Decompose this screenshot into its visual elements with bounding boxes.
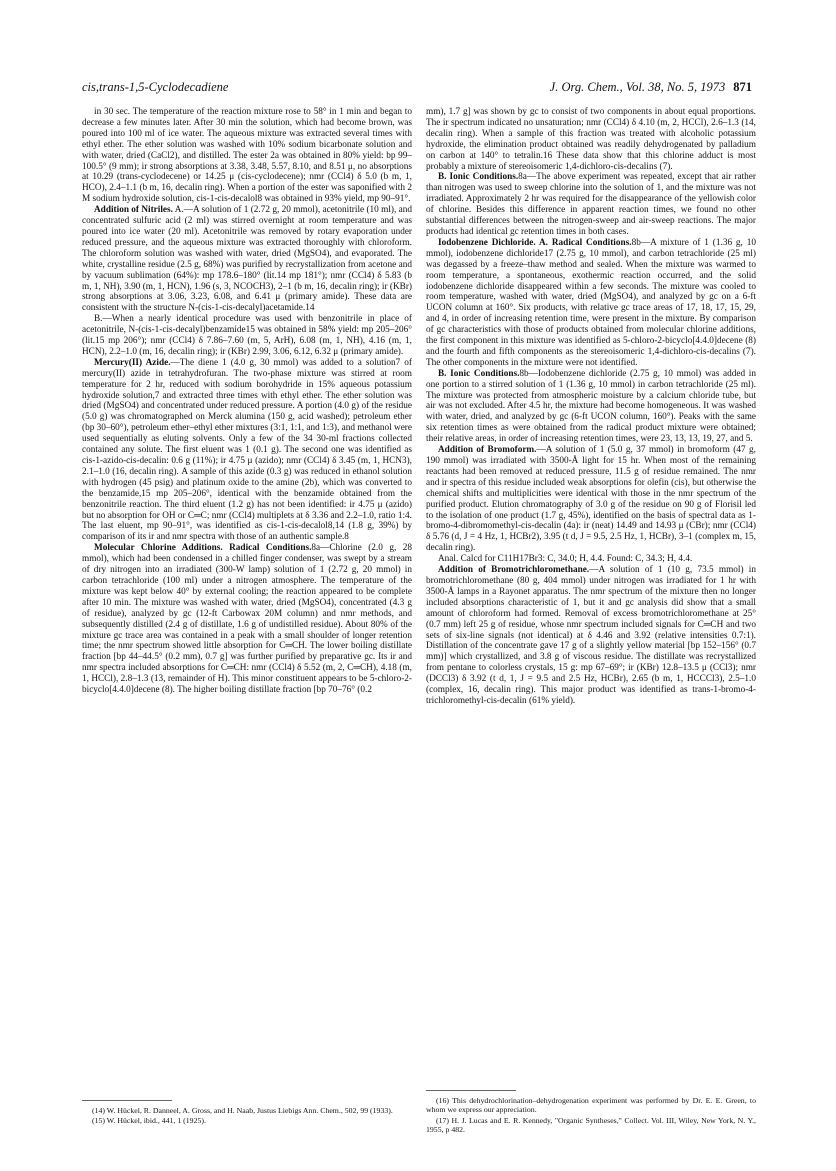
paragraph bbox=[426, 565, 756, 707]
paragraph-text: 8a—Chlorine (2.0 g, 28 mmol), which had been condensed in a chilled finger condenser, was swept by a stream of dry nitrogen into an irradiated (300-W lamp) solution of 1 (2.72 g, 20 mmol) in carbon tetrachloride (100 ml) under a nitrogen atmosphere. The temperature of the mixture was kept below 40° by external cooling; the reaction appeared to be complete after 10 min. The mixture was washed with water, dried (MgSO4), concentrated (4.3 g of residue), analyzed by gc (12-ft Carbowax 20M column) and nmr methods, and subsequently distilled (2.4 g of distillate, 1.6 g of undistilled residue). About 80% of the mixture gc trace area was contained in a peak with a small shoulder of longer retention time; the nmr spectrum showed little absorption for C═CH. The lower boiling distillate fraction [bp 44–44.5° (0.2 mm), 0.7 g] was further purified by preparative gc. Its ir and nmr spectra included absorptions for C═CH: nmr (CCl4) δ 5.52 (m, 2, C═CH), 4.18 (m, 1, HCCl), 2.8–1.3 (13, remainder of H). This minor constituent appears to be 5-chloro-2-bicyclo[4.4.0]decene (8). The higher boiling distillate fraction [bp 70–76° (0.2 bbox=[82, 543, 412, 696]
journal-citation bbox=[550, 80, 752, 95]
paragraph-text: Anal. Calcd for C11H17Br3: C, 34.0; H, 4.4. Found: C, 34.3; H, 4.4. bbox=[438, 554, 693, 565]
footnotes-right bbox=[426, 1096, 756, 1136]
page-number: 871 bbox=[733, 80, 752, 94]
paragraph-text: mm), 1.7 g] was shown by gc to consist of two components in about equal proportions. The ir spectrum indicated no unsaturation; nmr (CCl4) δ 4.10 (m, 2, HCCl), 2.6–1.3 (14, decalin ring). When a sample of this fraction was treated with alcoholic potassium hydroxide, the elimination product obtained was readily dehydrogenated by palladium on carbon at 140° to tetralin.16 These data show that this chlorine adduct is most probably a mixture of stereoisomeric 1,4-dichloro-cis-decalins (7). bbox=[426, 107, 756, 172]
paragraph bbox=[82, 205, 412, 314]
page-header bbox=[82, 80, 752, 98]
section-heading: B. Ionic Conditions. bbox=[438, 172, 519, 183]
right-column bbox=[426, 107, 756, 707]
paragraph-text: 8a—The above experiment was repeated, except that air rather than nitrogen was used to sweep chlorine into the solution of 1, and the mixture was not irradiated. Approximately 2 hr was required for the disappearance of the yellowish color of chlorine. Besides this difference in apparent reaction times, we found no other substantial differences between the nitrogen-sweep and air-sweep reactions. The major products had identical gc retention times in both cases. bbox=[426, 172, 756, 237]
section-heading: Mercury(II) Azide. bbox=[94, 357, 171, 368]
section-heading: Addition of Nitriles. bbox=[94, 205, 173, 216]
paragraph-text: 8b—Iodobenzene dichloride (2.75 g, 10 mmol) was added in one portion to a stirred solution of 1 (1.36 g, 10 mmol) in carbon tetrachloride (25 ml). The mixture was protected from atmospheric moisture by a calcium chloride tube, but air was not excluded. After 4.5 hr, the mixture had become homogeneous. It was washed with water, dried, and analyzed by gc (6-ft UCON column, 160°). Peaks with the same six retention times as were obtained from the radical product mixture were obtained; their relative areas, in order of increasing retention times, were 23, 13, 13, 19, 27, and 5. bbox=[426, 368, 757, 445]
footnote-rule-right bbox=[426, 1090, 516, 1091]
paragraph-text: —A solution of 1 (5.0 g, 37 mmol) in bromoform (47 g, 190 mmol) was irradiated with 3500-Å light for 15 hr. When most of the remaining reactants had been removed at reduced pressure, 11.5 g of residue remained. The nmr and ir spectra of this residue included weak absorptions for olefin (cis), but otherwise the chemical shifts and multiplicities were identical with those in the nmr spectrum of the purified product. Elution chromatography of 3.0 g of the residue on 90 g of Florisil led to the isolation of one product (1.7 g, 45%), identified on the basis of spectral data as 1-bromo-4-dibromomethyl-cis-decalin (4a): ir (neat) 14.49 and 14.93 μ (CBr); nmr (CCl4) δ 5.76 (d, J = 4 Hz, 1, HCBr2), 3.95 (t d, J = 9.5, 2.5 Hz, 1, HCBr), 3–1 (complex m, 15, decalin ring). bbox=[426, 445, 756, 554]
left-column bbox=[82, 107, 412, 696]
paragraph bbox=[426, 172, 756, 237]
paragraph bbox=[426, 107, 756, 172]
footnote: (14) W. Hückel, R. Danneel, A. Gross, and H. Naab, Justus Liebigs Ann. Chem., 502, 99 (1933). bbox=[92, 1106, 393, 1115]
section-heading: Iodobenzene Dichloride. A. Radical Conditions. bbox=[438, 237, 632, 248]
paragraph bbox=[82, 314, 412, 358]
paragraph bbox=[426, 554, 756, 565]
journal-name: J. Org. Chem., Vol. 38, No. 5, 1973 bbox=[549, 80, 726, 94]
paragraph bbox=[426, 238, 756, 369]
paragraph-text: —A solution of 1 (10 g, 73.5 mmol) in bromotrichloromethane (80 g, 404 mmol) under nitrogen was irradiated for 1 hr with 3500-Å lamps in a Rayonet apparatus. The nmr spectrum of the mixture then no longer included absorptions characteristic of 1, but it and gc analysis did show that a small amount of chloroform had formed. Removal of excess bromotrichloromethane at 25° (0.7 mm) left 25 g of residue, whose nmr spectrum included signals for C═CH and two sets of six-line signals (not identical) at δ 4.46 and 3.92 (relative intensities 0.7:1). Distillation of the concentrate gave 17 g of a slightly yellow material [bp 152–156° (0.7 mm)] which crystallized, and 3.8 g of viscous residue. The distillate was recrystallized from pentane to colorless crystals, 15 g: mp 67–69°; ir (KBr) 12.8–13.5 μ (CCl3); nmr (DCCl3) δ 3.92 (t d, 1, J = 9.5 and 2.5 Hz, HCBr), 2.65 (b m, 1, HCCCl3), 2.5–1.0 (complex, 16, decalin ring). This major product was identified as trans-1-bromo-4-trichloromethyl-cis-decalin (61% yield). bbox=[426, 565, 757, 706]
section-heading: Addition of Bromoform. bbox=[438, 445, 537, 456]
paragraph bbox=[426, 369, 756, 445]
section-heading: Addition of Bromotrichloromethane. bbox=[438, 565, 590, 576]
paragraph bbox=[426, 445, 756, 554]
paragraph-text: in 30 sec. The temperature of the reaction mixture rose to 58° in 1 min and began to decrease a few minutes later. After 30 min the solution, which had become brown, was poured into 100 ml of ice water. The aqueous mixture was extracted several times with ethyl ether. The ether solution was washed with 10% sodium bicarbonate solution and with water, dried (CaCl2), and distilled. The ester 2a was obtained in 80% yield: bp 99–100.5° (9 mm); ir strong absorptions at 3.38, 3.48, 5.57, 8.10, and 8.51 μ, no absorptions at 10.29 (trans-cyclodecene) or 14.25 μ (cis-cyclodecene); nmr (CCl4) δ 5.0 (b m, 1, HCO), 2.4–1.1 (b m, 16, decalin ring). When a portion of the ester was saponified with 2 M sodium hydroxide solution, cis-1-cis-decalol8 was obtained in 93% yield, mp 90–91°. bbox=[82, 107, 412, 205]
footnotes-left bbox=[82, 1106, 412, 1127]
paragraph-text: 8b—A mixture of 1 (1.36 g, 10 mmol), iodobenzene dichloride17 (2.75 g, 10 mmol), and carbon tetrachloride (25 ml) was degassed by a freeze–thaw method and sealed. When the mixture was warmed to room temperature, a spontaneous, exothermic reaction occurred, and the solid iodobenzene dichloride disappeared within a few seconds. The mixture was cooled to room temperature, washed with water, dried (MgSO4), and analyzed by gc on a 6-ft UCON column at 160°. Six products, with relative gc trace areas of 17, 18, 17, 15, 29, and 4, in order of increasing retention time, were present in the mixture. By comparison of gc characteristics with those of products obtained from molecular chlorine additions, the first component in this mixture was identified as 5-chloro-2-bicyclo[4.4.0]decene (8) and the fourth and fifth components as the stereoisomeric 1,4-dichloro-cis-decalins (7). The other components in the mixture were not identified. bbox=[426, 237, 756, 368]
paragraph bbox=[82, 358, 412, 543]
footnote: (16) This dehydrochlorination–dehydrogenation experiment was performed by Dr. E. E. Green, to whom we express our appreciation. bbox=[426, 1096, 756, 1115]
footnote: (15) W. Hückel, ibid., 441, 1 (1925). bbox=[92, 1116, 206, 1126]
paragraph-text: A.—A solution of 1 (2.72 g, 20 mmol), acetonitrile (10 ml), and concentrated sulfuric acid (2 ml) was stirred overnight at room temperature and was poured into ice water (20 ml). Acetonitrile was removed by rotary evaporation under reduced pressure, and the aqueous mixture was extracted thoroughly with chloroform. The chloroform solution was washed with water, dried (MgSO4), and evaporated. The white, crystalline residue (2.5 g, 68%) was purified by recrystallization from acetone and by vacuum sublimation (64%): mp 178.6–180° (lit.14 mp 181°); nmr (CCl4) δ 5.83 (b m, 1, NH), 3.90 (m, 1, HCN), 1.96 (s, 3, NCOCH3), 2–1 (b m, 16, decalin ring); ir (KBr) strong absorptions at 3.06, 3.23, 6.08, and 6.41 μ (primary amide). These data are consistent with the structure N-(cis-1-cis-decalyl)acetamide.14 bbox=[82, 205, 412, 314]
footnote: (17) H. J. Lucas and E. R. Kennedy, "Organic Syntheses," Collect. Vol. III, Wiley, New York, N. Y., 1955, p 482. bbox=[426, 1115, 756, 1135]
section-heading: B. Ionic Conditions. bbox=[438, 368, 520, 379]
footnote-rule-left bbox=[82, 1100, 172, 1101]
paragraph bbox=[82, 543, 412, 696]
paragraph-text: —The diene 1 (4.0 g, 30 mmol) was added to a solution7 of mercury(II) azide in tetrahydrofuran. The two-phase mixture was stirred at room temperature for 2 hr, reduced with sodium borohydride in 15% aqueous potassium hydroxide solution,7 and extracted three times with ethyl ether. The ether solution was dried (MgSO4) and concentrated under reduced pressure. A portion (4.0 g) of the residue (5.0 g) was chromatographed on Merck alumina (150 g, acid washed); petroleum ether (bp 30–60°), petroleum ether–ethyl ether mixtures (3:1, 1:1, and 1:3), and methanol were used sequentially as eluting solvents. Only a few of the 34 30-ml fractions collected contained any solute. The first eluent was 1 (0.1 g). The second one was identified as cis-1-azido-cis-decalin: 0.6 g (11%); ir 4.75 μ (azido); nmr (CCl4) δ 3.45 (m, 1, HCN3), 2.1–1.0 (16, decalin ring). A sample of this azide (0.3 g) was reduced in ethanol solution with hydrogen (45 psig) and platinum oxide to the amine (2b), which was converted to the benzamide,15 mp 205–206°, identical with the benzamide obtained from the benzonitrile reaction. The third eluent (1.2 g) has not been identified: ir 4.75 μ (azido) but no absorption for OH or C═C; nmr (CCl4) multiplets at δ 3.36 and 2.2–1.0, ratio 1:4. The last eluent, mp 90–91°, was identified as cis-1-cis-decalol8,14 (1.8 g, 39%) by comparison of its ir and nmr spectra with those of an authentic sample.8 bbox=[82, 357, 412, 543]
section-heading: Molecular Chlorine Additions. Radical Conditions. bbox=[94, 543, 312, 554]
paragraph-text: B.—When a nearly identical procedure was used with benzonitrile in place of acetonitrile, N-(cis-1-cis-decalyl)benzamide15 was obtained in 58% yield: mp 205–206° (lit.15 mp 206°); nmr (CCl4) δ 7.86–7.60 (m, 5, ArH), 6.08 (m, 1, NH), 4.16 (m, 1, HCN), 2.2–1.0 (m, 16, decalin ring); ir (KBr) 2.99, 3.06, 6.12, 6.32 μ (primary amide). bbox=[82, 314, 412, 357]
running-title: cis,trans-1,5-Cyclodecadiene bbox=[82, 80, 229, 94]
paragraph bbox=[82, 107, 412, 205]
